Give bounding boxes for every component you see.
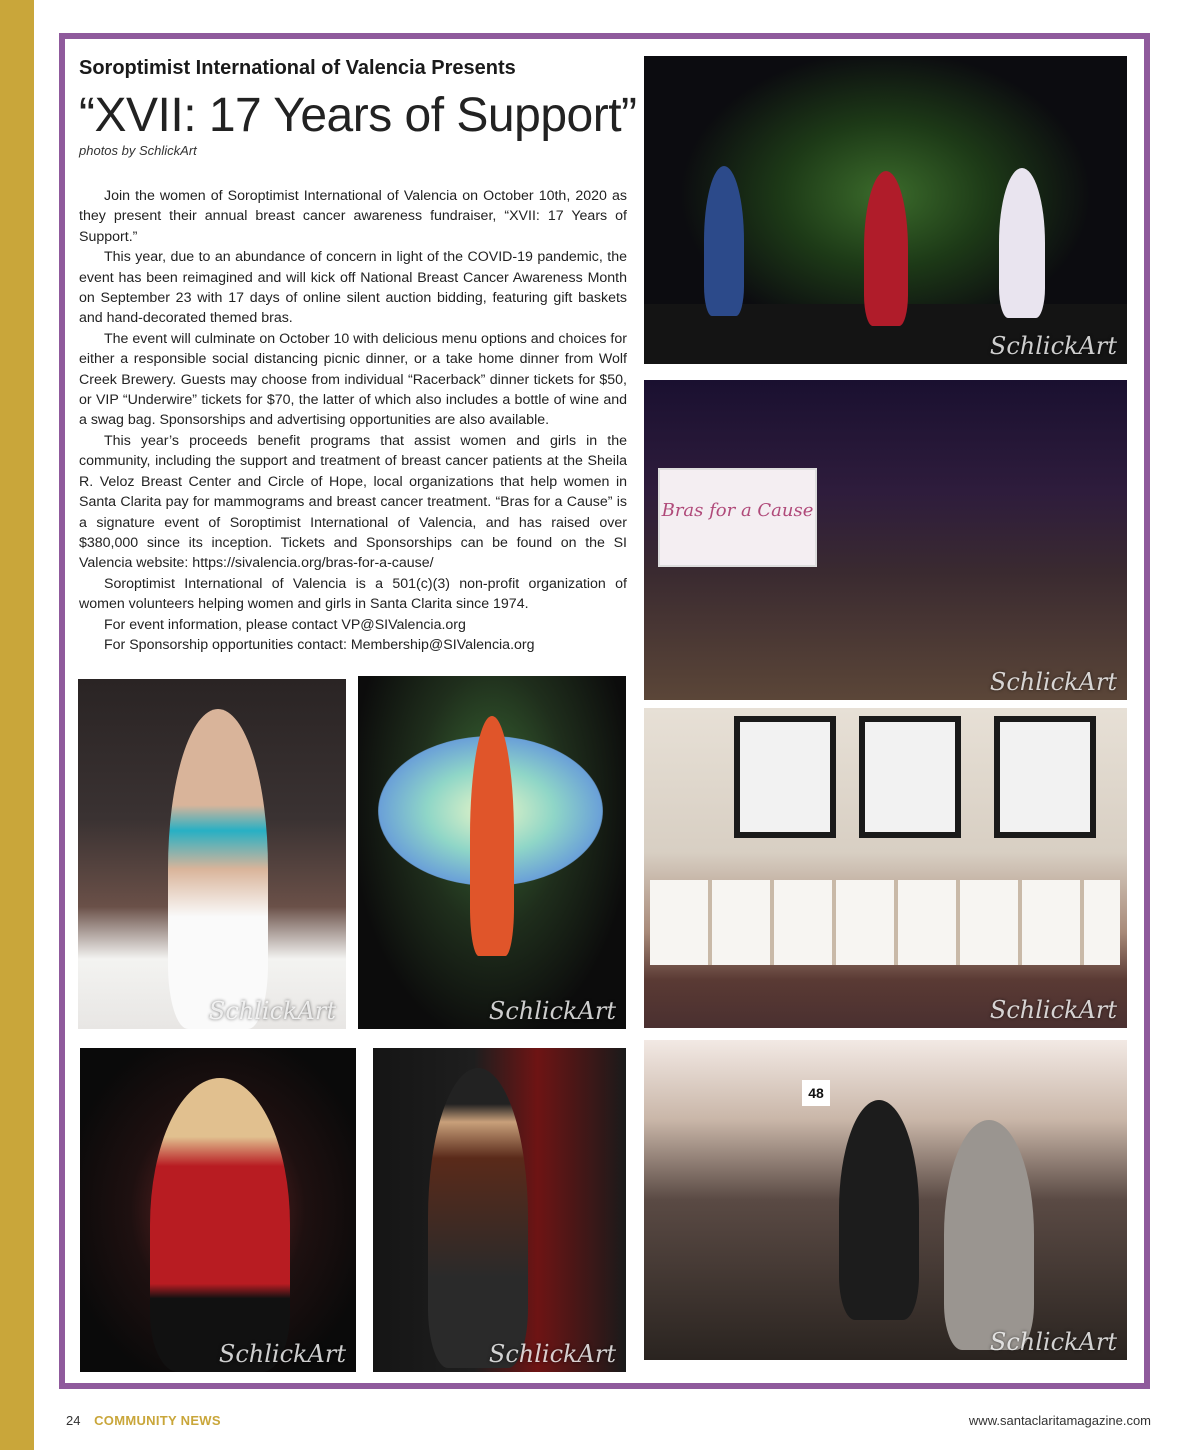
- model-figure: [168, 709, 268, 1029]
- guest-figure: [944, 1120, 1034, 1350]
- photo-model-seashell-bra: [78, 679, 346, 1029]
- model-figure: [704, 166, 744, 316]
- photo-model-queen-of-hearts: [80, 1048, 356, 1372]
- model-posters: [650, 880, 1120, 965]
- sponsor-contact-line: For Sponsorship opportunities contact: Membership@SIValencia.org: [104, 636, 535, 653]
- watermark: SchlickArt: [208, 997, 336, 1025]
- page-footer-left: [66, 1413, 221, 1428]
- event-contact-line: For event information, please contact VP@SIValencia.org: [104, 616, 466, 633]
- framed-picture: [734, 716, 836, 838]
- article-subtitle: Soroptimist International of Valencia Presents: [79, 57, 516, 79]
- event-screen: [658, 468, 817, 567]
- photo-runway-stage: [644, 56, 1127, 364]
- article-paragraph: The event will culminate on October 10 with delicious menu options and choices for either a responsible social distancing picnic dinner, or a take home dinner from Wolf Creek Brewery. Guests may choose from individual “Racerback” dinner tickets for $50, or VIP “Underwire” tickets for $70, the latter of which also includes a bottle of wine and a swag bag. Sponsorships and advertising opportunities are also available.: [79, 330, 627, 429]
- photo-ballroom-audience: [644, 380, 1127, 700]
- screen-logo-text: Bras for a Cause: [661, 500, 814, 521]
- watermark: SchlickArt: [989, 668, 1117, 696]
- guest-figure: [839, 1100, 919, 1320]
- watermark: SchlickArt: [488, 997, 616, 1025]
- section-name: COMMUNITY NEWS: [94, 1413, 221, 1428]
- photo-mad-hatter: [373, 1048, 626, 1372]
- model-figure: [150, 1078, 290, 1372]
- watermark: SchlickArt: [488, 1340, 616, 1368]
- article-paragraph: Soroptimist International of Valencia is a 501(c)(3) non-profit organization of women volunteers helping women and girls in Santa Clarita since 1974.: [79, 575, 627, 613]
- photo-guests-table: [644, 1040, 1127, 1360]
- photo-auction-display: [644, 708, 1127, 1028]
- article-title: “XVII: 17 Years of Support”: [79, 89, 637, 142]
- photo-credit: photos by SchlickArt: [79, 143, 197, 158]
- performer-figure: [428, 1068, 528, 1368]
- article-body: [79, 186, 627, 655]
- article-paragraph: This year, due to an abundance of concern in light of the COVID-19 pandemic, the event has been reimagined and will kick off National Breast Cancer Awareness Month on September 23 with 17 days of online silent auction bidding, featuring gift baskets and hand-decorated themed bras.: [79, 249, 627, 327]
- watermark: SchlickArt: [989, 996, 1117, 1024]
- article-paragraph: This year’s proceeds benefit programs that assist women and girls in the community, including the support and treatment of breast cancer patients at the Sheila R. Veloz Breast Center and Circle of Hope, local organizations that help women in Santa Clarita pay for mammograms and breast cancer treatment. “Bras for a Cause” is a signature event of Soroptimist International of Valencia, and has raised over $380,000 since its inception. Tickets and Sponsorships can be found on the SI Valencia website: https://sivalencia.org/bras-for-a-cause/: [79, 432, 627, 572]
- watermark: SchlickArt: [989, 332, 1117, 360]
- page-number: 24: [66, 1413, 81, 1428]
- photo-model-butterfly-wings: [358, 676, 626, 1029]
- watermark: SchlickArt: [989, 1328, 1117, 1356]
- website-url: www.santaclaritamagazine.com: [968, 1413, 1151, 1428]
- article-paragraph: Join the women of Soroptimist International of Valencia on October 10th, 2020 as they present their annual breast cancer awareness fundraiser, “XVII: 17 Years of Support.”: [79, 188, 627, 245]
- watermark: SchlickArt: [218, 1340, 346, 1368]
- model-figure: [864, 171, 908, 326]
- gold-edge-strip: [0, 0, 34, 1450]
- framed-picture: [859, 716, 961, 838]
- framed-picture: [994, 716, 1096, 838]
- model-figure: [999, 168, 1045, 318]
- model-figure: [470, 716, 514, 956]
- bid-paddle: 48: [802, 1080, 830, 1106]
